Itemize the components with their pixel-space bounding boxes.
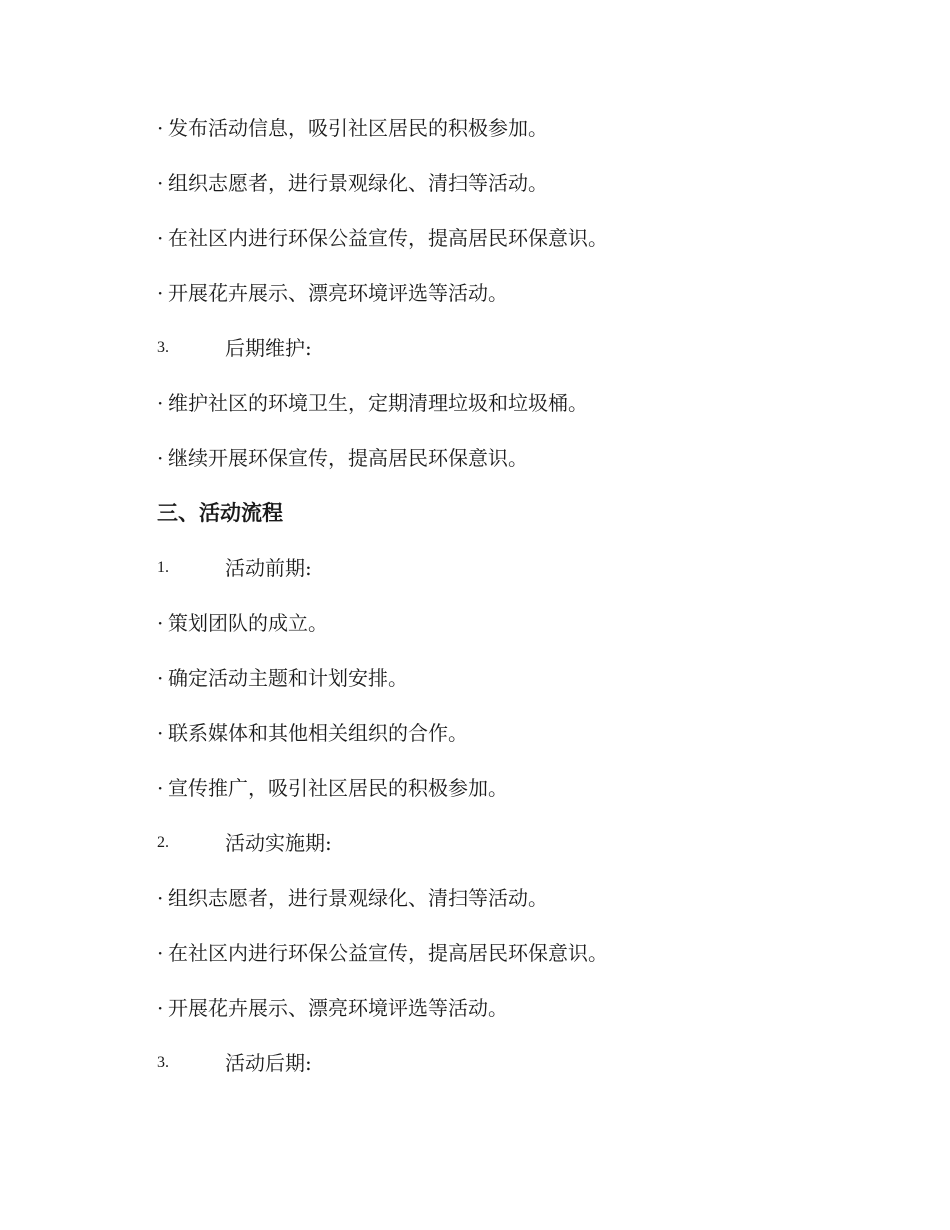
bullet-item: [157, 608, 950, 663]
bullet-item: [157, 113, 950, 168]
bullet-text: 组织志愿者，进行景观绿化、清扫等活动。: [168, 886, 548, 910]
bullet-item: [157, 223, 950, 278]
bullet-mark: ·: [157, 281, 164, 305]
bullet-mark: ·: [157, 226, 164, 250]
section-heading: [157, 498, 950, 553]
bullet-item: [157, 773, 950, 828]
bullet-text: 开展花卉展示、漂亮环境评选等活动。: [168, 996, 508, 1020]
bullet-text: 在社区内进行环保公益宣传，提高居民环保意识。: [168, 941, 608, 965]
item-number: 2.: [157, 834, 169, 851]
bullet-text: 联系媒体和其他相关组织的合作。: [168, 721, 468, 745]
item-number: 1.: [157, 559, 169, 576]
bullet-mark: ·: [157, 776, 164, 800]
bullet-text: 继续开展环保宣传，提高居民环保意识。: [168, 446, 528, 470]
bullet-mark: ·: [157, 886, 164, 910]
numbered-item: [157, 553, 950, 608]
section-heading-text: 三、活动流程: [157, 500, 283, 525]
bullet-item: [157, 443, 950, 498]
item-number: 3.: [157, 1054, 169, 1071]
bullet-mark: ·: [157, 666, 164, 690]
numbered-item: [157, 333, 950, 388]
numbered-item: [157, 828, 950, 883]
numbered-text: 活动实施期:: [225, 831, 332, 855]
bullet-mark: ·: [157, 941, 164, 965]
bullet-mark: ·: [157, 611, 164, 635]
bullet-item: [157, 938, 950, 993]
bullet-item: [157, 993, 950, 1048]
bullet-text: 发布活动信息，吸引社区居民的积极参加。: [168, 116, 548, 140]
bullet-item: [157, 663, 950, 718]
numbered-text: 活动前期:: [225, 556, 312, 580]
bullet-mark: ·: [157, 721, 164, 745]
numbered-text: 活动后期:: [225, 1051, 312, 1075]
bullet-item: [157, 718, 950, 773]
bullet-text: 开展花卉展示、漂亮环境评选等活动。: [168, 281, 508, 305]
bullet-text: 组织志愿者，进行景观绿化、清扫等活动。: [168, 171, 548, 195]
numbered-text: 后期维护:: [225, 336, 312, 360]
bullet-text: 宣传推广，吸引社区居民的积极参加。: [168, 776, 508, 800]
bullet-text: 策划团队的成立。: [168, 611, 328, 635]
numbered-item: [157, 1048, 950, 1103]
bullet-text: 确定活动主题和计划安排。: [168, 666, 408, 690]
bullet-mark: ·: [157, 446, 164, 470]
bullet-item: [157, 168, 950, 223]
bullet-text: 在社区内进行环保公益宣传，提高居民环保意识。: [168, 226, 608, 250]
bullet-text: 维护社区的环境卫生，定期清理垃圾和垃圾桶。: [168, 391, 588, 415]
bullet-item: [157, 388, 950, 443]
item-number: 3.: [157, 339, 169, 356]
bullet-mark: ·: [157, 171, 164, 195]
bullet-mark: ·: [157, 996, 164, 1020]
bullet-item: [157, 883, 950, 938]
bullet-item: [157, 278, 950, 333]
bullet-mark: ·: [157, 391, 164, 415]
bullet-mark: ·: [157, 116, 164, 140]
